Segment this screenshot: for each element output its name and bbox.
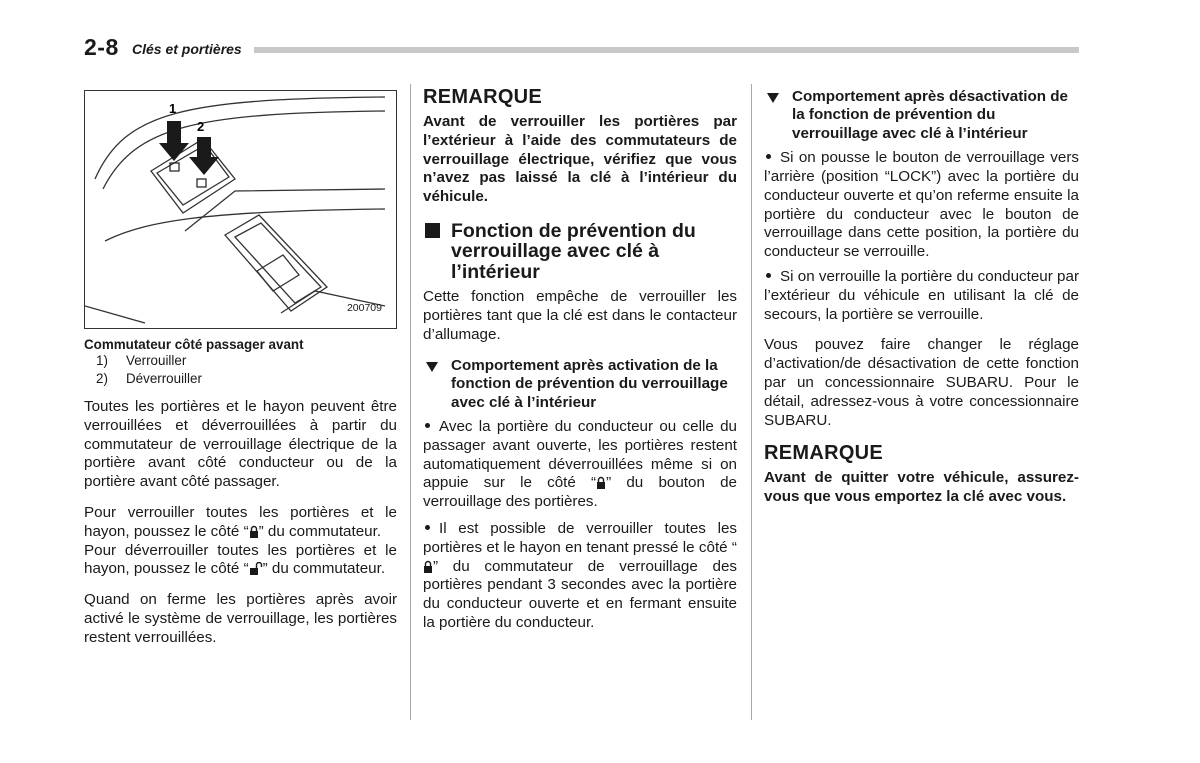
figure-id: 200709	[346, 302, 382, 314]
page-number: 2-8	[84, 34, 119, 60]
paragraph: Quand on ferme les portières après avoir activé le système de verrouillage, les portières restent verrouillées.	[84, 591, 397, 646]
door-switch-drawing	[85, 91, 396, 328]
paragraph: Pour déverrouiller toutes les portières et le hayon, poussez le côté “ ” du commutateur.	[84, 541, 397, 578]
bullet-item: Avec la portière du conducteur ou celle du passager avant ouverte, les portières restent automatiquement déverrouillées même si on appuie sur le côté “ ” du bouton de verrouillage des portières.	[423, 418, 737, 511]
lock-open-icon	[249, 562, 263, 575]
header-rule	[254, 47, 1079, 53]
column-2	[423, 84, 737, 633]
triangle-bullet-icon	[767, 93, 779, 103]
square-bullet-icon	[425, 223, 440, 238]
subheading: Comportement après désactivation de la fonction de prévention du verrouillage avec clé à l’intérieur	[764, 88, 1079, 143]
switch-illustration	[84, 90, 397, 329]
bullet-dot-icon	[766, 154, 771, 159]
bullet-dot-icon	[425, 423, 430, 428]
lock-closed-icon	[249, 525, 259, 538]
figure-caption: Commutateur côté passager avant	[84, 337, 304, 352]
bullet-dot-icon	[766, 273, 771, 278]
bullet-item: Il est possible de verrouiller toutes les portières et le hayon en tenant pressé le côté “” du commutateur de verrouillage des portières pendant 3 secondes avec la portière du conducteur ouverte et en fermant ensuite la portière du conducteur.	[423, 520, 737, 632]
callout-1: 1	[169, 101, 177, 116]
legend-item: 2) Déverrouiller	[96, 371, 202, 386]
bullet-item: Si on verrouille la portière du conducteur par l’extérieur du véhicule en utilisant la clé de secours, la portière se verrouille.	[764, 268, 1079, 323]
legend-item: 1) Verrouiller	[96, 353, 187, 368]
column-divider-2	[751, 84, 752, 720]
remarque-heading: REMARQUE	[423, 86, 543, 108]
remarque-heading: REMARQUE	[764, 442, 884, 465]
paragraph: Toutes les portières et le hayon peuvent être verrouillées et déverrouillées à partir du commutateur de verrouillage électrique de la portière avant côté conducteur ou de la portière avant côté passager.	[84, 398, 397, 491]
section-title: Clés et portières	[132, 41, 242, 57]
function-heading: Fonction de prévention du verrouillage avec clé à l’intérieur	[423, 221, 737, 283]
remarque-text: Avant de quitter votre véhicule, assurez-vous que vous emportez la clé avec vous.	[764, 469, 1079, 506]
triangle-bullet-icon	[426, 362, 438, 372]
remarque-text: Avant de verrouiller les portières par l’extérieur à l’aide des commutateurs de verrouillage électrique, vérifiez que vous n’avez pas laissé la clé à l’intérieur du véhicule.	[423, 113, 737, 206]
paragraph: Pour verrouiller toutes les portières et le hayon, poussez le côté “ ” du commutateur.	[84, 503, 397, 540]
page-header	[84, 34, 1079, 62]
paragraph: Cette fonction empêche de verrouiller les portières tant que la clé est dans le contacteur d’allumage.	[423, 288, 737, 344]
lock-closed-icon	[596, 476, 606, 489]
paragraph: Vous pouvez faire changer le réglage d’activation/de désactivation de cette fonction par un concessionnaire SUBARU. Pour le détail, adressez-vous à votre concessionnaire SUBARU.	[764, 336, 1079, 429]
bullet-dot-icon	[425, 525, 430, 530]
subheading: Comportement après activation de la fonction de prévention du verrouillage avec clé à l’intérieur	[423, 357, 737, 412]
callout-2: 2	[197, 119, 205, 134]
lock-closed-icon	[423, 560, 433, 573]
bullet-item: Si on pousse le bouton de verrouillage vers l’arrière (position “LOCK”) avec la portière du conducteur ouverte et qu’on referme ensuite la portière du conducteur avec le bouton de verrouillage dans cette position, la portière du conducteur se verrouille.	[764, 149, 1079, 261]
column-3	[764, 84, 1079, 507]
column-1	[84, 84, 397, 648]
column-divider-1	[410, 84, 411, 720]
